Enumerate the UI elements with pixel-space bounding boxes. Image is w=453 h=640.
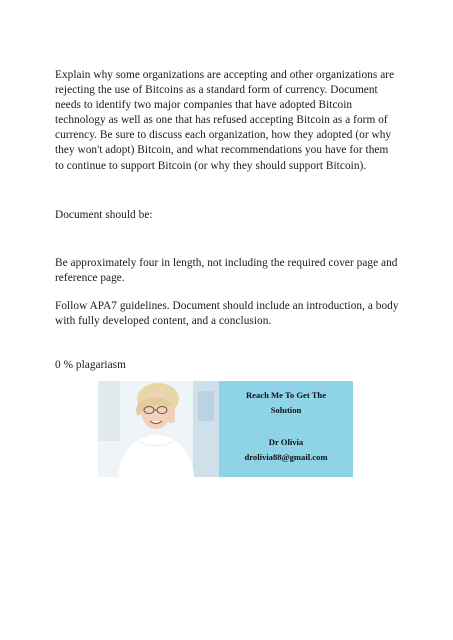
- contact-banner: [98, 381, 353, 477]
- solution-text: Solution: [270, 405, 302, 415]
- plagiarism-note: 0 % plagariasm: [55, 359, 126, 371]
- contact-name: Dr Olivia: [268, 437, 304, 447]
- woman-with-glasses-photo: [98, 381, 219, 477]
- contact-info-box: [219, 381, 353, 477]
- contact-email: drolivia88@gmail.com: [244, 452, 328, 462]
- document-requirements-heading: Document should be:: [55, 209, 153, 221]
- apa-guidelines-paragraph: Follow APA7 guidelines. Document should include an introduction, a body with fully developed content, and a conclusion.: [55, 300, 399, 328]
- reach-me-text: Reach Me To Get The: [245, 390, 327, 400]
- length-requirement-paragraph: Be approximately four in length, not including the required cover page and reference page.: [55, 257, 398, 285]
- assignment-instructions-paragraph: Explain why some organizations are accepting and other organizations are rejecting the use of Bitcoins as a standard form of currency. Document needs to identify two major companies that have adopted Bitcoin technology as well as one that has refused accepting Bitcoin as a form of currency. Be sure to discuss each organization, how they adopted (or why they won't adopt) Bitcoin, and what recommendations you have for them to continue to support Bitcoin (or why they should support Bitcoin).: [55, 69, 395, 172]
